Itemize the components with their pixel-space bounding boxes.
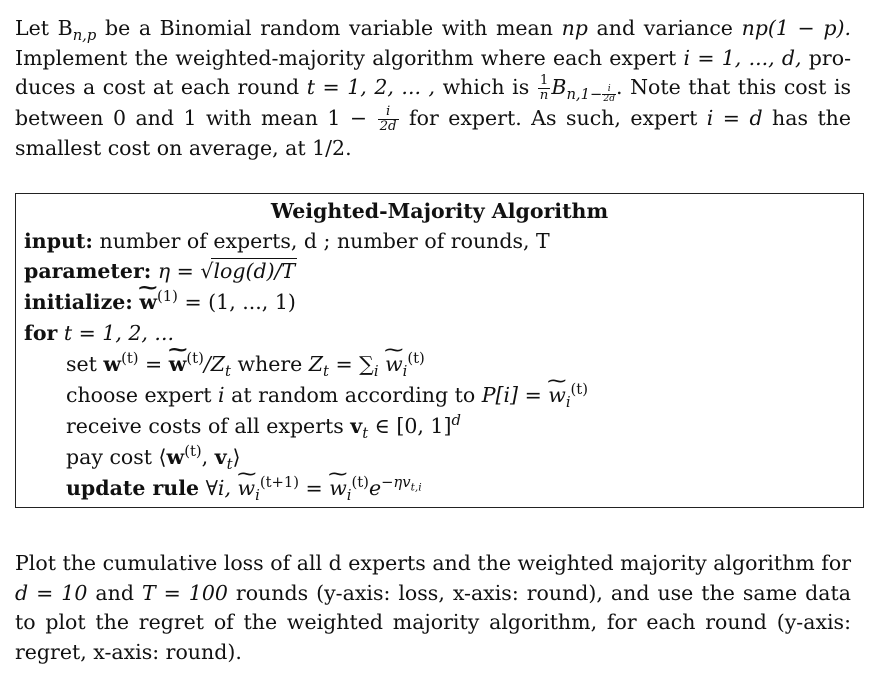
math-weight-vector: w — [166, 445, 185, 469]
step-text: where — [230, 352, 309, 376]
binomial-subscript: n,1− i 2d — [566, 84, 616, 104]
math-subscript: i — [373, 363, 379, 381]
math-probability: P[i] = — [481, 383, 549, 407]
math-sqrt-content: log(d)/T — [213, 259, 296, 283]
math-superscript: (1) — [157, 287, 178, 305]
math-normalizer: Z — [308, 352, 324, 376]
parameter-keyword: parameter: — [24, 259, 152, 283]
math-superscript: (t) — [351, 473, 369, 491]
math-subscript: i — [346, 487, 352, 505]
math-subscript: i — [565, 394, 571, 412]
algorithm-step-normalize — [66, 349, 425, 380]
math-superscript: d — [451, 411, 461, 429]
math-forall: ∀i, — [199, 476, 238, 500]
intro-text: Implement the weighted-majority algorithm where each expert — [15, 45, 684, 70]
math-subscript: i — [402, 363, 408, 381]
math-expert-range: i = 1, ..., d, — [683, 45, 802, 70]
algorithm-title: Weighted-Majority Algorithm — [270, 199, 609, 223]
math-weight: ~ w — [548, 380, 566, 411]
intro-text: pro-duces a cost at each round — [15, 45, 851, 99]
math-weight-vector: ~ w — [139, 287, 157, 318]
for-keyword: for — [24, 321, 58, 345]
math-for-range: t = 1, 2, ... — [63, 321, 174, 345]
math-d-value: d = 10 — [15, 580, 88, 605]
math-normalizer: /Z — [203, 352, 225, 376]
task-text: and — [87, 580, 142, 605]
math-weight-vector: w — [103, 352, 122, 376]
task-text: rounds (y-axis: loss, x-axis: round), and use the same data to plot the regret of the weighted majority algorithm, for each round (y-axis: regret, x-axis: round). — [15, 580, 851, 664]
math-bracket: ⟩ — [232, 445, 241, 469]
math-subscript: t — [323, 363, 329, 381]
math-superscript: (t) — [184, 442, 202, 460]
math-superscript: (t) — [186, 349, 204, 367]
math-index: i — [218, 383, 225, 407]
math-subscript: t — [226, 456, 233, 474]
math-cost-vector: v — [350, 414, 363, 438]
cost-fraction: $\frac{1}{n}$ — [539, 73, 549, 103]
math-mean: np — [561, 16, 588, 40]
sqrt-symbol: √ — [200, 259, 214, 283]
intro-paragraph — [15, 14, 851, 163]
math-interval: ∈ [0, 1] — [368, 414, 452, 438]
intro-text: be a Binomial random variable with mean — [96, 16, 562, 40]
math-superscript: (t) — [407, 349, 425, 367]
algorithm-for-line — [24, 318, 174, 349]
math-subscript: t — [362, 425, 369, 443]
math-subscript: i — [255, 487, 260, 505]
math-exponent: −ηvt,i — [381, 473, 422, 494]
math-subscript: n,p — [72, 27, 97, 45]
algorithm-input-line — [24, 226, 550, 257]
math-equals: = — [138, 352, 169, 376]
math-weight: ~ w — [238, 473, 256, 504]
initialize-keyword: initialize: — [24, 290, 133, 314]
algorithm-step-receive — [66, 411, 461, 442]
algorithm-box — [15, 193, 864, 508]
algorithm-step-choose — [66, 380, 588, 411]
input-keyword: input: — [24, 229, 93, 253]
math-weight: ~ w — [385, 349, 403, 380]
algorithm-step-pay — [66, 442, 241, 473]
step-text: choose expert — [66, 383, 219, 407]
step-text: pay cost ⟨ — [66, 445, 167, 469]
algorithm-parameter-line — [24, 256, 297, 287]
math-best-expert: i = d — [706, 105, 763, 130]
math-weight: ~ w — [329, 473, 347, 504]
intro-text: has the smallest cost on average, at 1/2. — [15, 105, 852, 160]
step-text: set — [66, 352, 104, 376]
math-superscript: (t) — [570, 380, 588, 398]
intro-text: Let B — [15, 16, 73, 40]
math-superscript: (t) — [121, 349, 139, 367]
math-init-value: = (1, ..., 1) — [177, 290, 296, 314]
mean-fraction: $\frac{i}{2d}$ — [379, 103, 397, 134]
math-subscript: t — [224, 363, 231, 381]
math-eta: η = — [157, 259, 194, 283]
intro-text: for expert. As such, expert — [399, 105, 707, 130]
math-t-value: T = 100 — [141, 580, 228, 605]
math-comma: , — [201, 445, 215, 469]
math-round-range: t = 1, 2, ... , — [306, 75, 436, 99]
math-binomial: B — [551, 75, 567, 99]
task-text: Plot the cumulative loss of all d experts and the weighted majority algorithm for — [15, 551, 851, 575]
task-paragraph — [15, 549, 851, 667]
intro-text: . Note that this cost is between 0 and 1 with mean 1 − — [15, 75, 852, 130]
math-variance: np(1 − p). — [741, 16, 851, 40]
math-equals: = — [299, 476, 330, 500]
math-exponential: e — [368, 476, 382, 500]
intro-text: and variance — [587, 16, 742, 40]
algorithm-step-update — [66, 473, 422, 504]
input-text: number of experts, d ; number of rounds, T — [92, 229, 550, 253]
math-weight-vector: ~ w — [169, 349, 187, 380]
math-superscript: (t+1) — [259, 473, 299, 491]
algorithm-initialize-line — [24, 287, 296, 318]
step-text: receive costs of all experts — [66, 414, 351, 438]
step-text: at random according to — [224, 383, 482, 407]
update-rule-keyword: update rule — [66, 476, 200, 500]
math-cost-vector: v — [214, 445, 227, 469]
intro-text: which is — [435, 75, 537, 99]
math-sum: = ∑ — [328, 352, 374, 376]
